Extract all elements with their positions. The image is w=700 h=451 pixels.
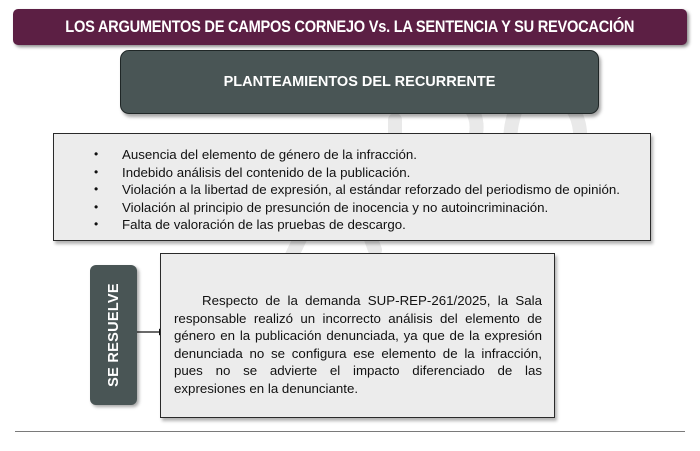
footer-divider [15, 431, 685, 432]
se-resuelve-label: SE RESUELVE [105, 283, 122, 387]
planteamientos-header [120, 50, 599, 114]
arguments-list-box [53, 133, 651, 241]
resolution-content-box [160, 253, 555, 418]
resolution-text: Respecto de la demanda SUP-REP-261/2025, la Sala responsable realizó un incorrecto análisis del elemento de género en la publicación denunciada, ya que de la expresión denunciada no se configura ese elemento de la infracción, pues no se advierte el impacto diferenciado de las expresiones en la denunciante. [174, 293, 542, 396]
list-item: • Falta de valoración de las pruebas de descargo. [54, 216, 650, 234]
se-resuelve-box [90, 265, 137, 405]
list-item: • Indebido análisis del contenido de la publicación. [54, 164, 650, 182]
list-item: • Violación a la libertad de expresión, al estándar reforzado del periodismo de opinión. [54, 181, 650, 199]
planteamientos-title: PLANTEAMIENTOS DEL RECURRENTE [223, 74, 496, 90]
list-item: • Violación al principio de presunción de inocencia y no autoincriminación. [54, 199, 650, 217]
arguments-list [54, 134, 650, 234]
header-title: LOS ARGUMENTOS DE CAMPOS CORNEJO Vs. LA SENTENCIA Y SU REVOCACIÓN [65, 17, 635, 36]
header-banner [13, 9, 687, 45]
list-item: • Ausencia del elemento de género de la infracción. [54, 146, 650, 164]
